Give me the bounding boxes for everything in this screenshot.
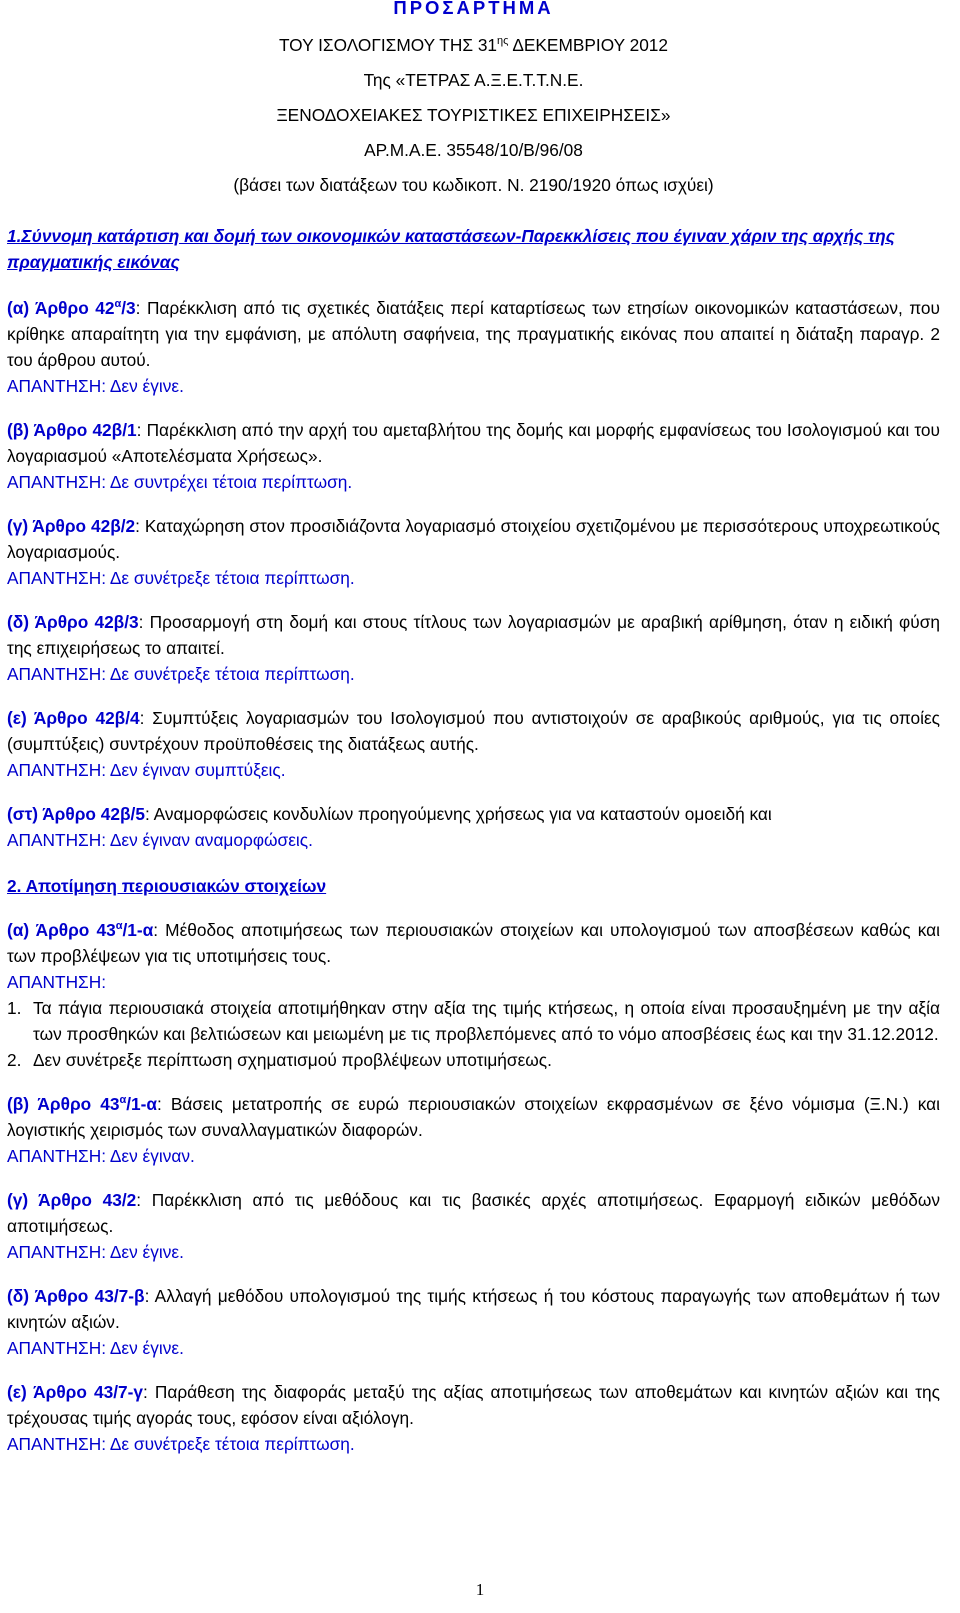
- item-label: (α) Άρθρο $43^\alpha/1-\alpha$: [7, 920, 154, 940]
- header-line-1-sup: ης: [497, 35, 509, 48]
- header-line-5: (βάσει των διατάξεων του κωδικοπ. Ν. 2190/1920 όπως ισχύει): [233, 175, 714, 195]
- item-text: : Παρέκκλιση από τις σχετικές διατάξεις περί καταρτίσεως των ετησίων οικονομικών καταστάσεων, που κρίθηκε απαραίτητη για την εμφάνιση, με απόλυτη σαφήνεια, της πραγματικής εικόνας που απαιτεί η διάταξη παραγρ. 2 του άρθρου αυτού.: [7, 298, 940, 370]
- header-line-4: ΑΡ.Μ.Α.Ε. 35548/10/Β/96/08: [364, 140, 583, 160]
- item-text: : Παράθεση της διαφοράς μεταξύ της αξίας αποτιμήσεως των αποθεμάτων και κινητών αξιών και της τρέχουσας τιμής αγοράς τους, εφόσον είναι αξιόλογη.: [7, 1382, 940, 1428]
- section-2-item-e: [7, 1379, 940, 1457]
- item-text: : Αλλαγή μεθόδου υπολογισμού της τιμής κτήσεως ή του κόστους παραγωγής των αποθεμάτων ή των κινητών αξιών.: [7, 1286, 941, 1332]
- section-1-item-b: [7, 417, 940, 495]
- header-line-2: Της «ΤΕΤΡΑΣ Α.Ξ.Ε.Τ.Τ.Ν.Ε.: [363, 70, 584, 90]
- item-label: (α) Άρθρο $42^\alpha/3$: [7, 298, 136, 318]
- section-2-item-d: [7, 1283, 940, 1361]
- item-label: (ε) Άρθρο 43/7-γ: [7, 1382, 143, 1402]
- item-answer: ΑΠΑΝΤΗΣΗ: Δεν έγινε.: [7, 1338, 184, 1358]
- header-line-3: ΞΕΝΟΔΟΧΕΙΑΚΕΣ ΤΟΥΡΙΣΤΙΚΕΣ ΕΠΙΧΕΙΡΗΣΕΙΣ»: [276, 105, 671, 125]
- item-label: (δ) Άρθρο 42β/3: [7, 612, 139, 632]
- item-text: : Βάσεις μετατροπής σε ευρώ περιουσιακών στοιχείων εκφρασμένων σε ξένο νόμισμα (Ξ.Ν.) και λογιστικής χειρισμός των συναλλαγματικών διαφορών.: [7, 1094, 940, 1140]
- page-number: 1: [475, 1580, 485, 1599]
- item-label: (β) Άρθρο 42β/1: [7, 420, 137, 440]
- list-item: 2. Δεν συνέτρεξε περίπτωση σχηματισμού προβλέψεων υποτιμήσεως.: [7, 1050, 552, 1070]
- item-label: (γ) Άρθρο 42β/2: [7, 516, 136, 536]
- section-2-item-c: [7, 1187, 940, 1265]
- item-label: (ε) Άρθρο 42β/4: [7, 708, 140, 728]
- section-1-item-c: [7, 513, 940, 591]
- item-answer: ΑΠΑΝΤΗΣΗ: Δε συντρέχει τέτοια περίπτωση.: [7, 472, 353, 492]
- header-line-1-text-a: ΤΟΥ ΙΣΟΛΟΓΙΣΜΟΥ ΤΗΣ 31: [278, 35, 498, 55]
- item-answer: ΑΠΑΝΤΗΣΗ: Δε συνέτρεξε τέτοια περίπτωση.: [7, 664, 355, 684]
- item-label: (στ) Άρθρο 42β/5: [7, 804, 145, 824]
- item-label: (γ) Άρθρο 43/2: [7, 1190, 137, 1210]
- section-1-item-d: [7, 609, 940, 687]
- item-answer: ΑΠΑΝΤΗΣΗ: Δε συνέτρεξε τέτοια περίπτωση.: [7, 1434, 355, 1454]
- section-2-heading: 2. Αποτίμηση περιουσιακών στοιχείων: [7, 876, 327, 896]
- answer-list: [7, 995, 940, 1073]
- item-answer: ΑΠΑΝΤΗΣΗ: Δεν έγιναν συμπτύξεις.: [7, 760, 286, 780]
- list-item: 1. Τα πάγια περιουσιακά στοιχεία αποτιμήθηκαν στην αξία της τιμής κτήσεως, η οποία είναι προσαυξημένη με την αξία των προσθηκών και βελτιώσεων και μειωμένη με τις προβλεπόμενες από το νόμο αποσβέσεις έως και την 31.12.2012.: [7, 998, 940, 1044]
- section-1-heading: 1.Σύννομη κατάρτιση και δομή των οικονομικών καταστάσεων-Παρεκκλίσεις που έγιναν χάριν της αρχής της πραγματικής εικόνας: [7, 226, 895, 272]
- document-header: [7, 0, 940, 203]
- item-text: : Καταχώρηση στον προσιδιάζοντα λογαριασμό στοιχείου σχετιζομένου με περισσότερους υποχρεωτικούς λογαριασμούς.: [7, 516, 940, 562]
- header-line-1: [7, 28, 940, 63]
- document-page: [7, 0, 940, 1457]
- item-answer: ΑΠΑΝΤΗΣΗ: Δε συνέτρεξε τέτοια περίπτωση.: [7, 568, 355, 588]
- section-1-item-e: [7, 705, 940, 783]
- item-answer: ΑΠΑΝΤΗΣΗ:: [7, 972, 107, 992]
- item-text: : Παρέκκλιση από τις μεθόδους και τις βασικές αρχές αποτιμήσεως. Εφαρμογή ειδικών μεθόδων αποτιμήσεως.: [7, 1190, 940, 1236]
- header-line-1-text-b: ΔΕΚΕΜΒΡΙΟΥ 2012: [508, 35, 669, 55]
- item-text: : Προσαρμογή στη δομή και στους τίτλους των λογαριασμών με αραβική αρίθμηση, όταν η ειδική φύση της επιχειρήσεως το απαιτεί.: [7, 612, 940, 658]
- item-label: (β) Άρθρο $43^\alpha/1-\alpha$: [7, 1094, 157, 1114]
- section-1-item-st: [7, 801, 940, 853]
- item-answer: ΑΠΑΝΤΗΣΗ: Δεν έγινε.: [7, 376, 184, 396]
- item-label: (δ) Άρθρο 43/7-β: [7, 1286, 145, 1306]
- section-2-item-a: [7, 917, 940, 1073]
- item-answer: ΑΠΑΝΤΗΣΗ: Δεν έγιναν αναμορφώσεις.: [7, 830, 313, 850]
- section-2-item-b: [7, 1091, 940, 1169]
- item-answer: ΑΠΑΝΤΗΣΗ: Δεν έγινε.: [7, 1242, 184, 1262]
- item-text: : Συμπτύξεις λογαριασμών του Ισολογισμού που αντιστοιχούν σε αραβικούς αριθμούς, για τις οποίες (συμπτύξεις) συντρέχουν προϋποθέσεις της διατάξεως αυτής.: [7, 708, 940, 754]
- item-text: : Αναμορφώσεις κονδυλίων προηγούμενης χρήσεως για να καταστούν ομοειδή και: [144, 804, 772, 824]
- section-1-item-a: [7, 295, 940, 399]
- item-text: : Παρέκκλιση από την αρχή του αμεταβλήτου της δομής και μορφής εμφανίσεως του Ισολογισμού και του λογαριασμού «Αποτελέσματα Χρήσεως».: [7, 420, 940, 466]
- item-text: : Μέθοδος αποτιμήσεως των περιουσιακών στοιχείων και υπολογισμού των αποσβέσεων καθώς και των προβλέψεων για τις υποτιμήσεις τους.: [7, 920, 940, 966]
- document-title: ΠΡΟΣΑΡΤΗΜΑ: [393, 0, 554, 18]
- item-answer: ΑΠΑΝΤΗΣΗ: Δεν έγιναν.: [7, 1146, 195, 1166]
